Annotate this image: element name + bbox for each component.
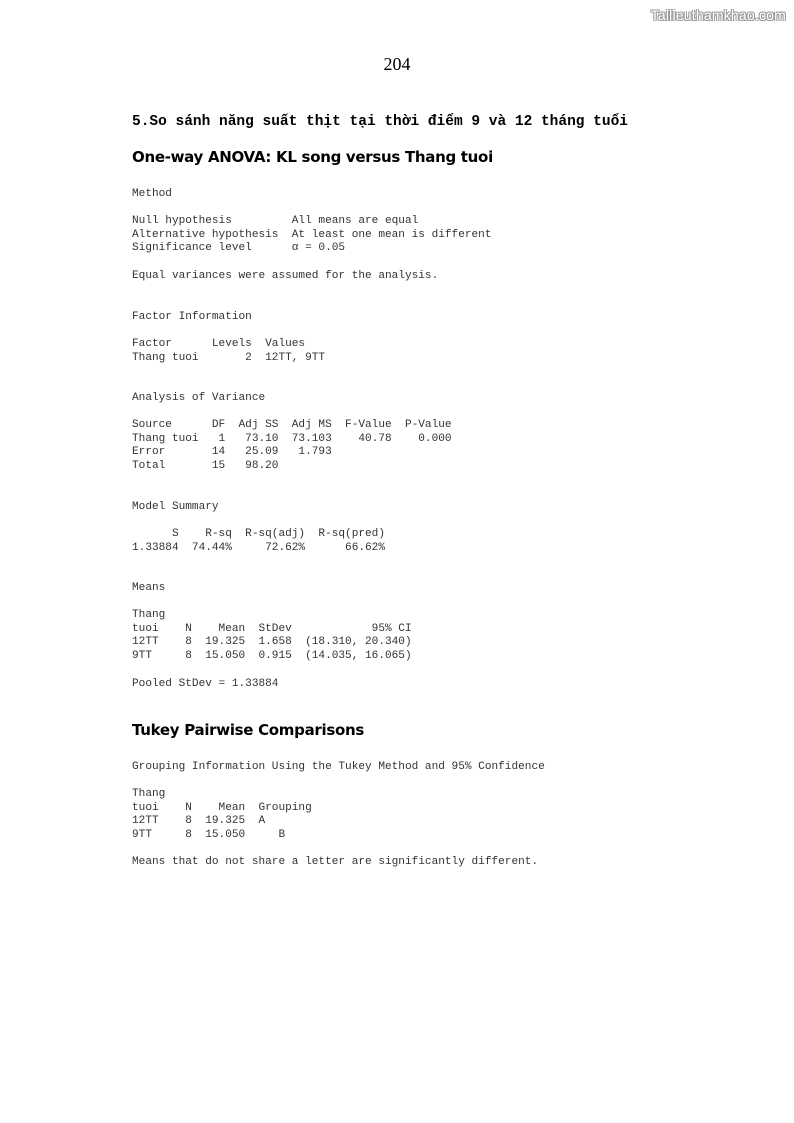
factor-info-title: Factor Information — [132, 311, 252, 323]
method-block: Null hypothesis All means are equal Alternative hypothesis At least one mean is different Significance level α = 0.05 — [132, 215, 492, 255]
method-note: Equal variances were assumed for the analysis. — [132, 270, 439, 282]
tukey-table: Thang tuoi N Mean Grouping 12TT 8 19.325 A 9TT 8 15.050 B — [132, 788, 312, 841]
anova-title: Analysis of Variance — [132, 392, 266, 404]
watermark: Tailieuthamkhao.com — [650, 7, 786, 23]
model-summary-title: Model Summary — [132, 501, 219, 513]
factor-info-table: Factor Levels Values Thang tuoi 2 12TT, 9TT — [132, 338, 326, 364]
means-title: Means — [132, 582, 166, 594]
pooled-stdev: Pooled StDev = 1.33884 — [132, 678, 279, 690]
tukey-heading: Tukey Pairwise Comparisons — [132, 721, 364, 739]
means-table: Thang tuoi N Mean StDev 95% CI 12TT 8 19.325 1.658 (18.310, 20.340) 9TT 8 15.050 0.915 (14.035, 16.065) — [132, 609, 412, 662]
anova-heading: One-way ANOVA: KL song versus Thang tuoi — [132, 148, 493, 166]
page-number: 204 — [383, 54, 411, 74]
section-title: 5.So sánh năng suất thịt tại thời điểm 9 và 12 tháng tuổi — [132, 114, 628, 130]
model-summary-table: S R-sq R-sq(adj) R-sq(pred) 1.33884 74.44% 72.62% 66.62% — [132, 528, 385, 554]
tukey-title: Grouping Information Using the Tukey Method and 95% Confidence — [132, 761, 545, 773]
anova-table: Source DF Adj SS Adj MS F-Value P-Value Thang tuoi 1 73.10 73.103 40.78 0.000 Error 14 25.09 1.793 Total 15 98.20 — [132, 419, 452, 472]
tukey-note: Means that do not share a letter are significantly different. — [132, 856, 539, 868]
method-title: Method — [132, 188, 172, 200]
